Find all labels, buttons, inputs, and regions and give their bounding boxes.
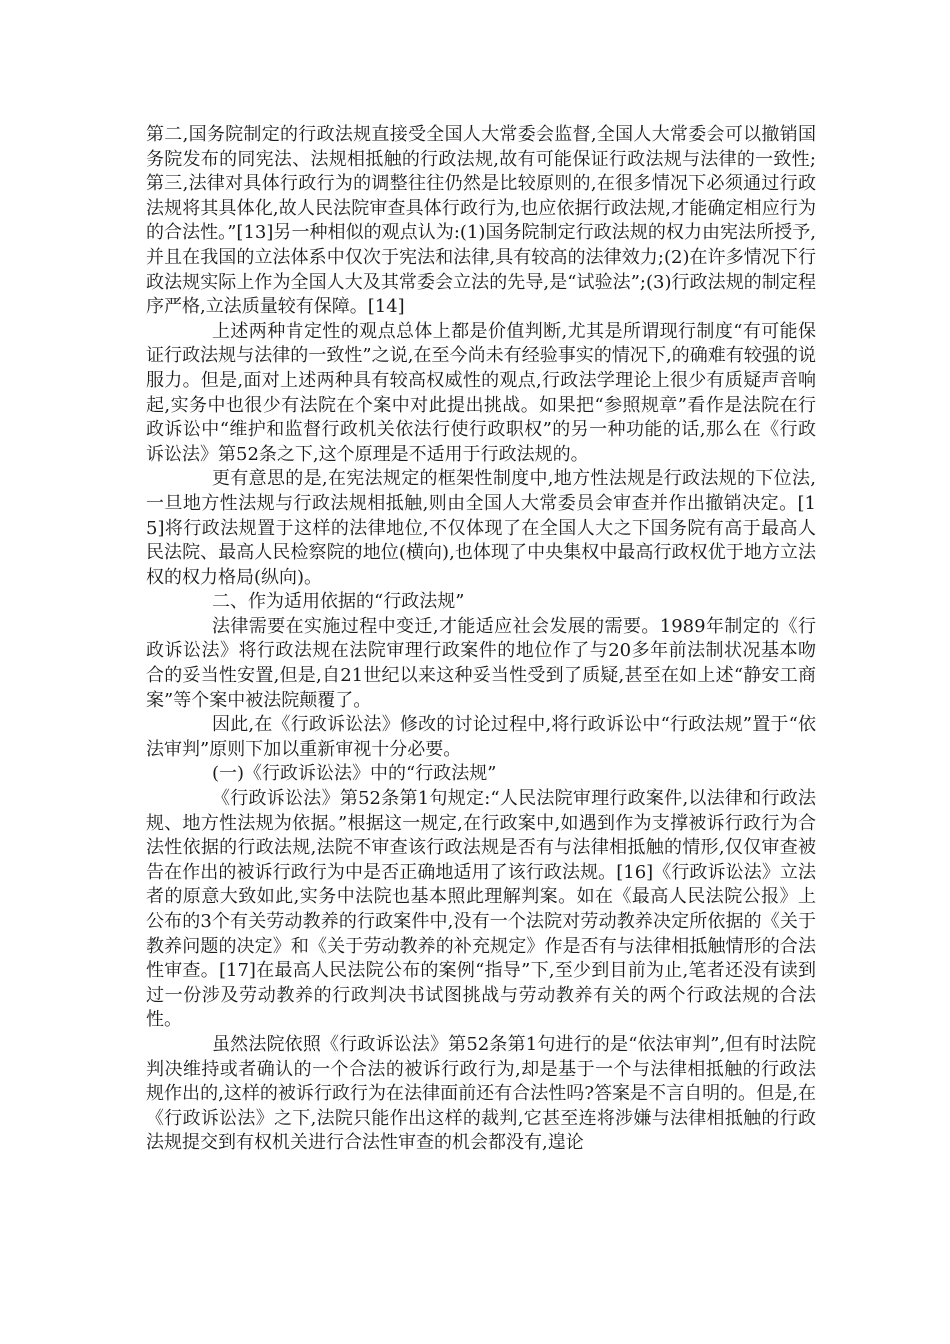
document-body: [146, 123, 816, 1156]
subsection-heading-1: (一)《行政诉讼法》中的“行政法规”: [212, 763, 497, 785]
paragraph-continuation: 第二,国务院制定的行政法规直接受全国人大常委会监督,全国人大常委会可以撤销国务院发布的同宪法、法规相抵触的行政法规,故有可能保证行政法规与法律的一致性;第三,法律对具体行政行为的调整往往仍然是比较原则的,在很多情况下必须通过行政法规将其具体化,故人民法院审查具体行政行为,也应依据行政法规,才能确定相应行为的合法性。”[13]另一种相似的观点认为:(1)国务院制定行政法规的权力由宪法所授予,并且在我国的立法体系中仅次于宪法和法律,具有较高的法律效力;(2)在许多情况下行政法规实际上作为全国人大及其常委会立法的先导,是“试验法”;(3)行政法规的制定程序严格,立法质量较有保障。[14]: [146, 124, 816, 318]
paragraph-article-52: 《行政诉讼法》第52条第1句规定:“人民法院审理行政案件,以法律和行政法规、地方性法规为依据。”根据这一规定,在行政案中,如遇到作为支撑被诉行政行为合法性依据的行政法规,法院不审查该行政法规是否有与法律相抵触的情形,仅仅审查被告在作出的被诉行政行为中是否正确地适用了该行政法规。[16]《行政诉讼法》立法者的原意大致如此,实务中法院也基本照此理解判案。如在《最高人民法院公报》上公布的3个有关劳动教养的行政案件中,没有一个法院对劳动教养决定所依据的《关于教养问题的决定》和《关于劳动教养的补充规定》作是否有与法律相抵触情形的合法性审查。[17]在最高人民法院公布的案例“指导”下,至少到目前为止,笔者还没有读到过一份涉及劳动教养的行政判决书试图挑战与劳动教养有关的两个行政法规的合法性。: [146, 788, 816, 1031]
paragraph-although: 虽然法院依照《行政诉讼法》第52条第1句进行的是“依法审判”,但有时法院判决维持或者确认的一个合法的被诉行政行为,却是基于一个与法律相抵触的行政法规作出的,这样的被诉行政行为在法律面前还有合法性吗?答案是不言自明的。但是,在《行政诉讼法》之下,法院只能作出这样的裁判,它甚至连将涉嫌与法律相抵触的行政法规提交到有权机关进行合法性审查的机会都没有,遑论: [146, 1033, 816, 1154]
section-heading-2: 二、作为适用依据的“行政法规”: [212, 591, 465, 613]
paragraph-therefore: 因此,在《行政诉讼法》修改的讨论过程中,将行政诉讼中“行政法规”置于“依法审判”原则下加以重新审视十分必要。: [146, 714, 816, 760]
paragraph-local-regulations: 更有意思的是,在宪法规定的框架性制度中,地方性法规是行政法规的下位法,一旦地方性法规与行政法规相抵触,则由全国人大常委员会审查并作出撤销决定。[15]将行政法规置于这样的法律地位,不仅体现了在全国人大之下国务院有高于最高人民法院、最高人民检察院的地位(横向),也体现了中央集权中最高行政权优于地方立法权的权力格局(纵向)。: [146, 468, 816, 588]
paragraph-value-judgement: 上述两种肯定性的观点总体上都是价值判断,尤其是所谓现行制度“有可能保证行政法规与法律的一致性”之说,在至今尚未有经验事实的情况下,的确难有较强的说服力。但是,面对上述两种具有较高权威性的观点,行政法学理论上很少有质疑声音响起,实务中也很少有法院在个案中对此提出挑战。如果把“参照规章”看作是法院在行政诉讼中“维护和监督行政机关依法行使行政职权”的另一种功能的话,那么在《行政诉讼法》第52条之下,这个原理是不适用于行政法规的。: [146, 320, 816, 465]
paragraph-law-change: 法律需要在实施过程中变迁,才能适应社会发展的需要。1989年制定的《行政诉讼法》将行政法规在法院审理行政案件的地位作了与20多年前法制状况基本吻合的妥当性安置,但是,自21世纪以来这种妥当性受到了质疑,甚至在如上述“静安工商案”等个案中被法院颠覆了。: [146, 615, 816, 711]
